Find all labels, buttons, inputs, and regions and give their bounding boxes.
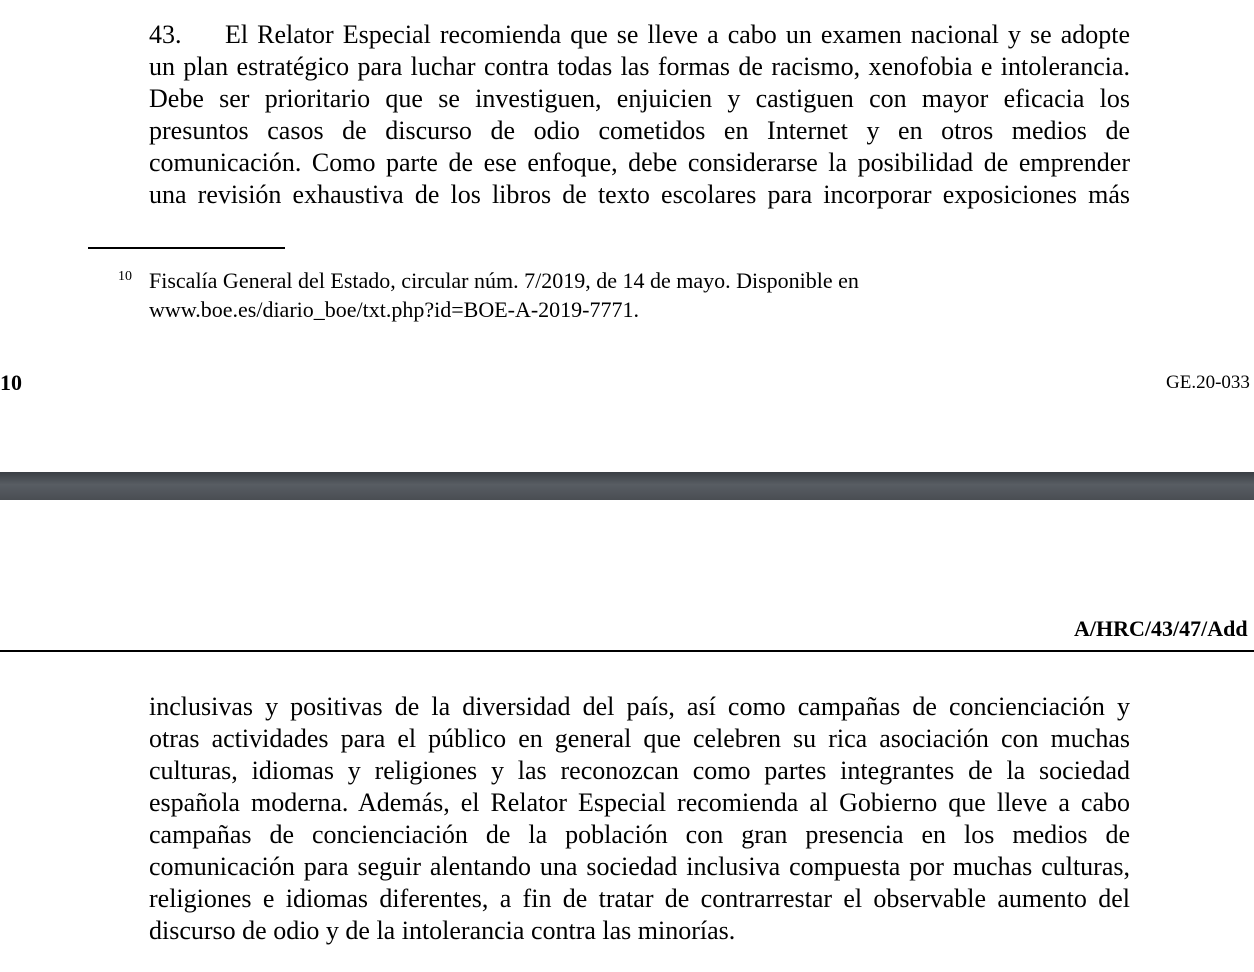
paragraph-line: un plan estratégico para luchar contra todas las formas de racismo, xenofobia e intolerancia. <box>149 52 1130 81</box>
header-rule <box>0 650 1254 652</box>
page-separator <box>0 472 1254 500</box>
document-code: GE.20-033 <box>1166 372 1250 393</box>
paragraph-line: otras actividades para el público en general que celebren su rica asociación con muchas <box>149 724 1130 753</box>
document-page-bottom <box>0 500 1254 972</box>
footnote-mark: 10 <box>118 269 132 284</box>
paragraph-line: culturas, idiomas y religiones y las reconozcan como partes integrantes de la sociedad <box>149 756 1130 785</box>
footnote-line: www.boe.es/diario_boe/txt.php?id=BOE-A-2019-7771. <box>149 297 640 322</box>
paragraph-43 <box>149 19 1130 211</box>
footnote-separator <box>88 247 285 249</box>
paragraph-43-continued <box>149 691 1130 947</box>
document-page-top <box>0 0 1254 472</box>
footnote-text <box>149 266 859 324</box>
paragraph-line: una revisión exhaustiva de los libros de texto escolares para incorporar exposiciones más <box>149 180 1130 209</box>
document-symbol-header: A/HRC/43/47/Add <box>1074 616 1248 641</box>
paragraph-line: campañas de concienciación de la población con gran presencia en los medios de <box>149 820 1130 849</box>
paragraph-line: presuntos casos de discurso de odio cometidos en Internet y en otros medios de <box>149 116 1130 145</box>
paragraph-text: El Relator Especial recomienda que se lleve a cabo un examen nacional y se adopte <box>225 20 1130 49</box>
footnote-line: Fiscalía General del Estado, circular núm. 7/2019, de 14 de mayo. Disponible en <box>149 268 859 293</box>
paragraph-line: Debe ser prioritario que se investiguen, enjuicien y castiguen con mayor eficacia los <box>149 84 1130 113</box>
page-number: 10 <box>0 370 22 395</box>
paragraph-line-last: discurso de odio y de la intolerancia contra las minorías. <box>149 916 736 945</box>
paragraph-line-first <box>149 19 1130 51</box>
paragraph-line: inclusivas y positivas de la diversidad del país, así como campañas de concienciación y <box>149 692 1130 721</box>
paragraph-line: religiones e idiomas diferentes, a fin de tratar de contrarrestar el observable aumento del <box>149 884 1130 913</box>
paragraph-number: 43. <box>149 20 182 49</box>
paragraph-line: comunicación. Como parte de ese enfoque, debe considerarse la posibilidad de emprender <box>149 148 1130 177</box>
paragraph-line: comunicación para seguir alentando una sociedad inclusiva compuesta por muchas culturas, <box>149 852 1130 881</box>
paragraph-line: española moderna. Además, el Relator Especial recomienda al Gobierno que lleve a cabo <box>149 788 1130 817</box>
